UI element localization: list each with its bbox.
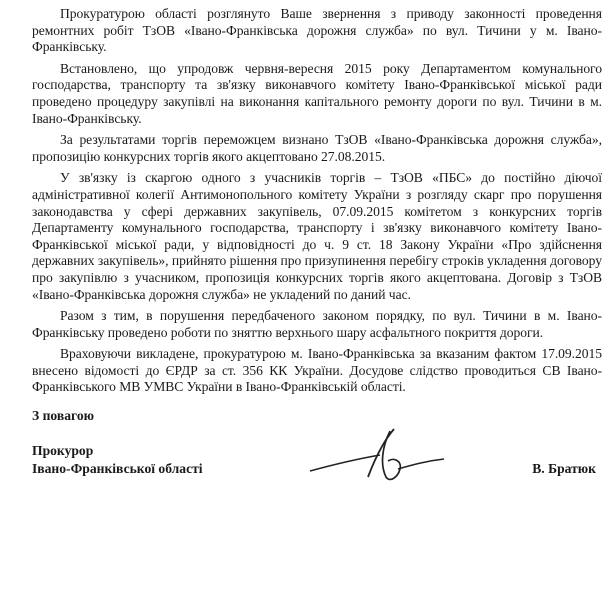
closing-phrase: З повагою <box>32 408 95 424</box>
handwritten-signature <box>302 425 452 485</box>
paragraph-2: Встановлено, що упродовж червня-вересня 2015 року Департаментом комунального господарства, транспорту та зв'язку виконавчого комітету Івано-Франківської міської ради проведено процедуру закупівлі на виконання капітального ремонту дороги по вул. Тичини в м. Івано-Франківську. <box>32 60 602 126</box>
signatory-organization: Івано-Франківської області <box>32 460 203 476</box>
signatory-title: Прокурор <box>32 442 94 458</box>
signature-block <box>32 443 602 503</box>
paragraph-1: Прокуратурою області розглянуто Ваше звернення з приводу законності проведення ремонтних робіт ТзОВ «Івано-Франківська дорожня служба» по вул. Тичини у м. Івано-Франківську. <box>32 6 602 55</box>
paragraph-6: Враховуючи викладене, прокуратурою м. Івано-Франківська за вказаним фактом 17.09.2015 внесено відомості до ЄРДР за ст. 356 КК України. Досудове слідство проводиться СВ Івано-Франківського МВ УМВС України в Івано-Франківській області. <box>32 346 602 395</box>
paragraph-4: У зв'язку із скаргою одного з учасників торгів – ТзОВ «ПБС» до постійно діючої адміністративної колегії Антимонопольного комітету України з розгляду скарг про порушення законодавства у сфері державних закупівель, 07.09.2015 комітетом з конкурсних торгів Департаменту комунального господарства, транспорту і зв'язку виконавчого комітету Івано-Франківської міської ради, у відповідності до ч. 9 ст. 18 Закону України «Про здійснення державних закупівель», прийнято рішення про призупинення перебігу строків укладення договору про закупівлю з учасником, пропозиція конкурсних торгів якого акцептована. Договір з ТзОВ «Івано-Франківська дорожня служба» не укладений по даний час. <box>32 170 602 302</box>
paragraph-3: За результатами торгів переможцем визнано ТзОВ «Івано-Франківська дорожня служба», пропозицію конкурсних торгів якого акцептовано 27.08.2015. <box>32 132 602 164</box>
signatory-name: В. Братюк <box>532 460 596 476</box>
paragraph-5: Разом з тим, в порушення передбаченого законом порядку, по вул. Тичини в м. Івано-Франківську проведено роботи по зняттю верхнього шару асфальтного покриття дороги. <box>32 308 602 340</box>
